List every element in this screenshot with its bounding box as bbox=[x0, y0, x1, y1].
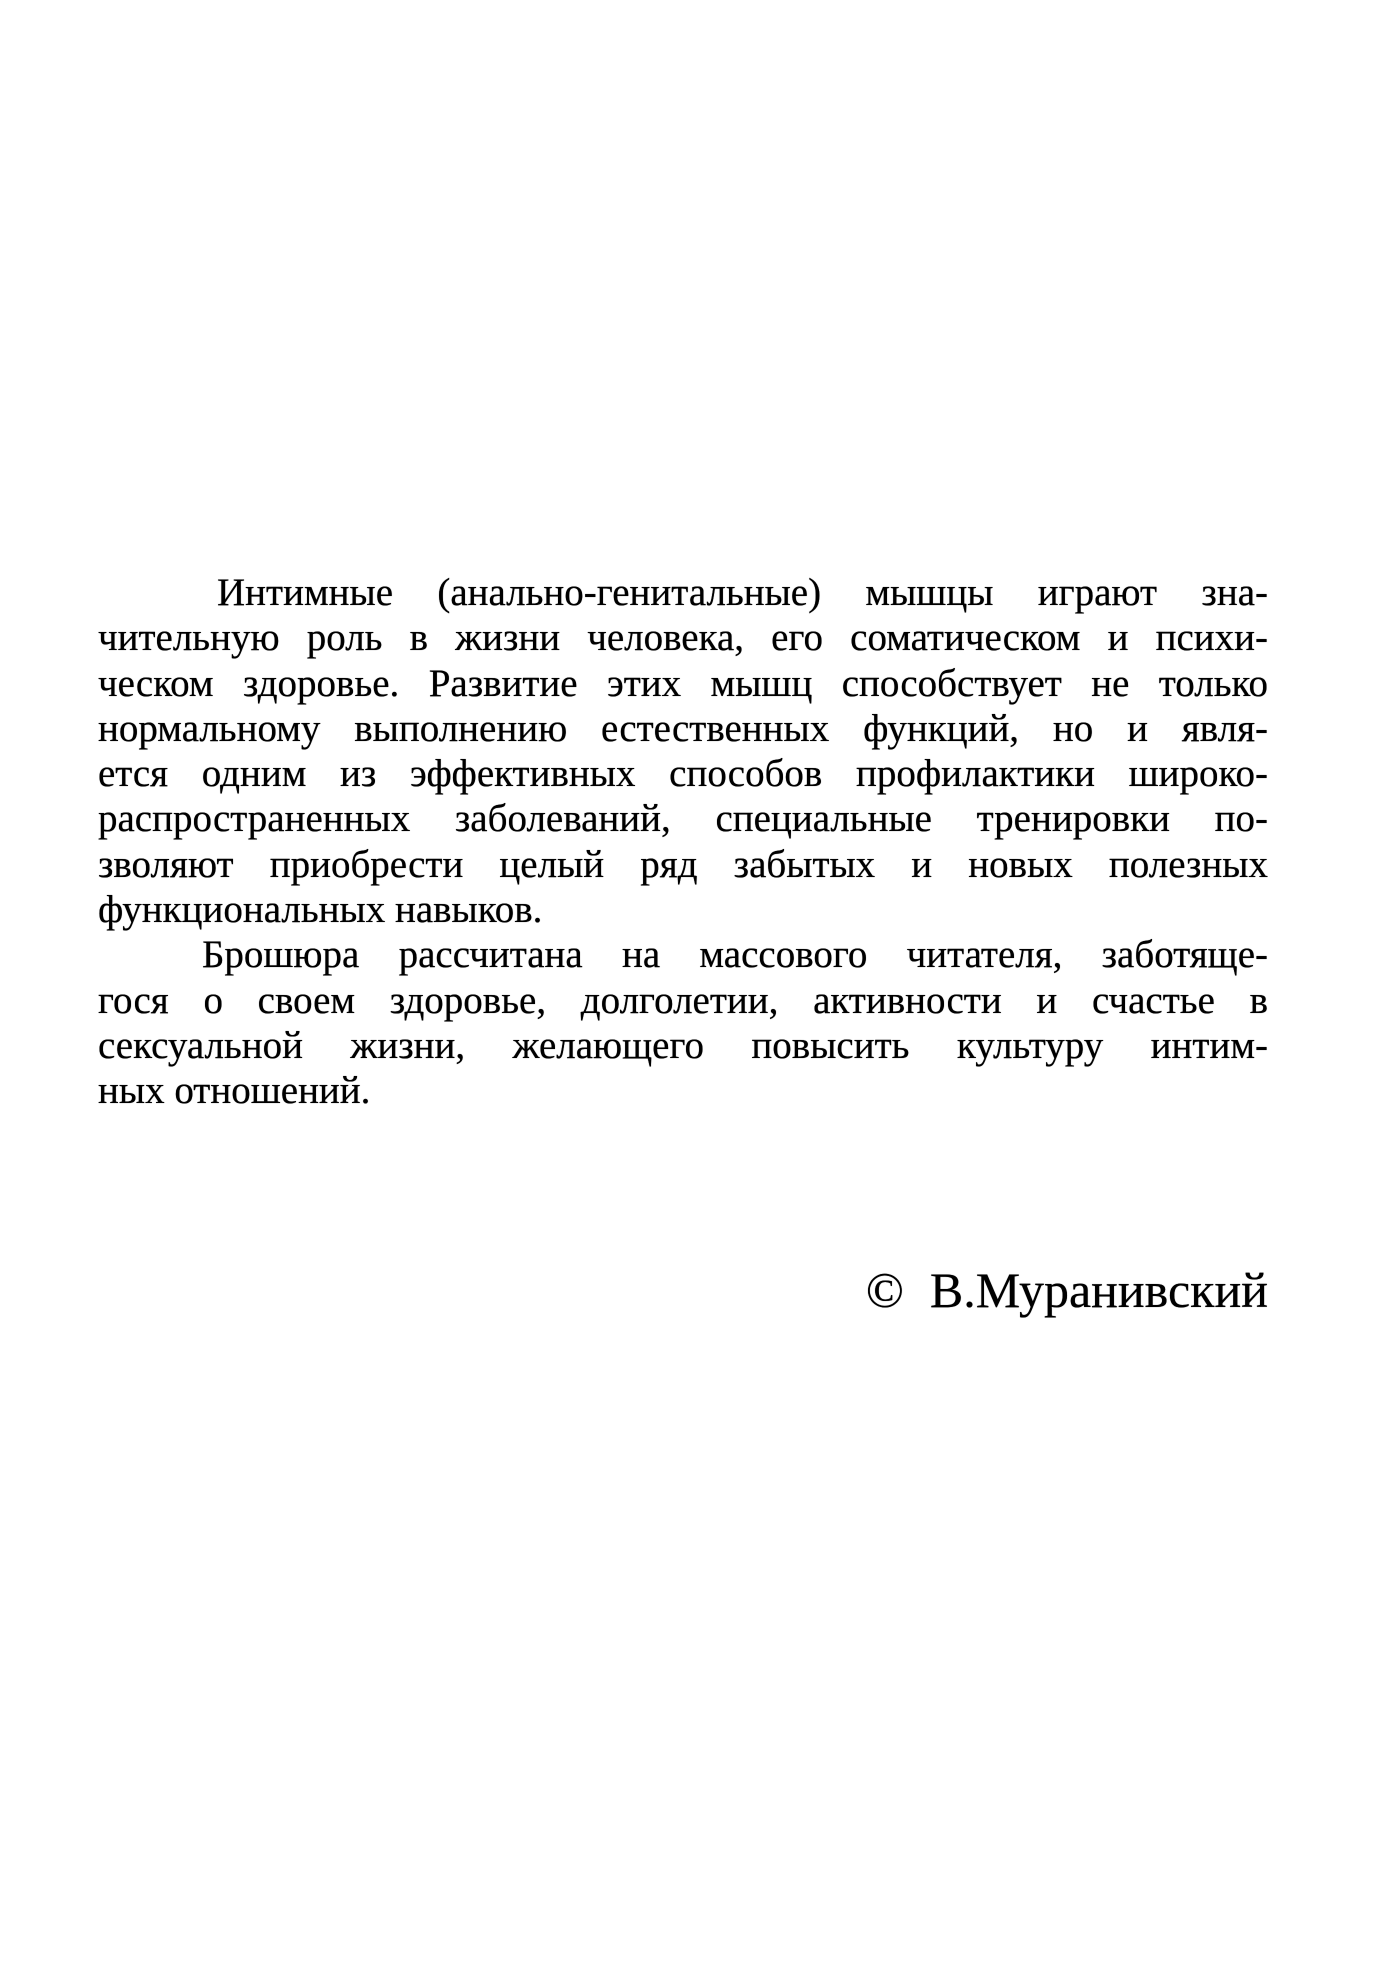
copyright-symbol-icon: © bbox=[865, 1262, 904, 1318]
text-line: ется одним из эффективных способов профилактики широко- bbox=[98, 752, 1268, 796]
body-text-block bbox=[98, 570, 1268, 1114]
text-line: сексуальной жизни, желающего повысить культуру интим- bbox=[98, 1023, 1268, 1067]
copyright-holder: В.Муранивский bbox=[929, 1262, 1268, 1318]
text-line: функциональных навыков. bbox=[98, 888, 543, 932]
text-line: гося о своем здоровье, долголетии, активности и счастье в bbox=[98, 978, 1268, 1022]
text-line: нормальному выполнению естественных функций, но и явля- bbox=[98, 706, 1268, 750]
paragraph-2 bbox=[98, 932, 1268, 1113]
text-line: ных отношений. bbox=[98, 1069, 371, 1113]
text-line: ческом здоровье. Развитие этих мышц способствует не только bbox=[98, 661, 1268, 705]
text-line: зволяют приобрести целый ряд забытых и новых полезных bbox=[98, 842, 1268, 886]
text-line: распространенных заболеваний, специальные тренировки по- bbox=[98, 797, 1268, 841]
copyright-line bbox=[866, 1261, 1268, 1319]
text-line: Брошюра рассчитана на массового читателя, заботяще- bbox=[202, 933, 1268, 977]
paragraph-1 bbox=[98, 570, 1268, 932]
text-line: Интимные (анально-генитальные) мышцы играют зна- bbox=[217, 571, 1268, 614]
text-line: чительную роль в жизни человека, его соматическом и психи- bbox=[98, 616, 1268, 660]
